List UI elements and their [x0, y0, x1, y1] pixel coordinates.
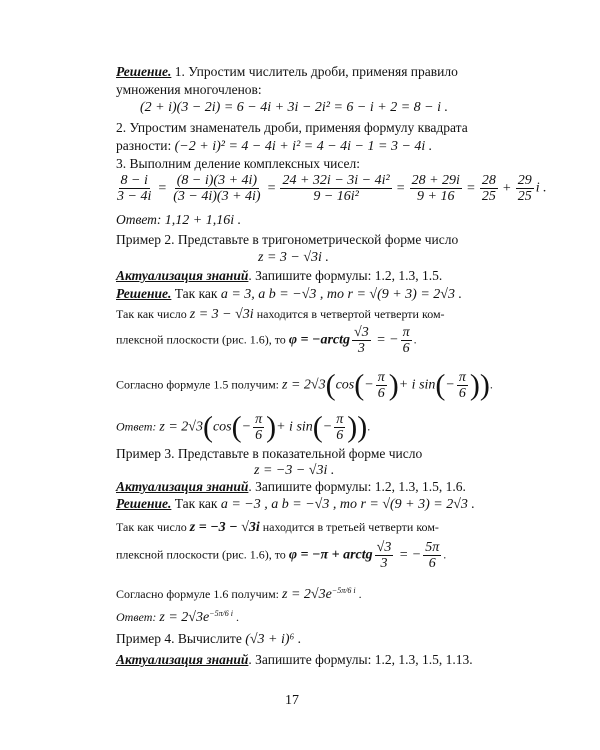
- example-3-number: [254, 463, 334, 479]
- step-2-line: [116, 120, 468, 136]
- example-4-line: [116, 631, 301, 648]
- pi-fraction: $\frac{\pi}{6}$: [402, 325, 410, 356]
- fraction-4: $\frac{28 + 29i}{9 + 16}$: [411, 173, 460, 204]
- division-equation: $\frac{8 - i}{3 - 4i}$ = $\frac{(8 - i)(3 + 4i)}{(3 - 4i)(3 + 4i)}$ = $\frac{\text{24 + 32i − 3i − 4i²}}{\text{9 − 16i²}}$ = $\frac{28 + 29i}{9 + 16}$ = $\frac{28}{25}$ + $\frac{29}{25}$ i .: [117, 173, 547, 204]
- quadrant-3-tail: находится в третьей четверти ком-: [259, 520, 439, 534]
- example-2-math: z = 3 − √3i .: [258, 250, 329, 265]
- plane-text: плексной плоскости (рис. 1.6), то: [116, 332, 289, 347]
- denominator-math: (−2 + i)² = 4 − 4i + i² = 4 − 4i − 1 = 3 − 4i .: [174, 139, 433, 154]
- step-3-text: 3. Выполним деление комплексных чисел:: [116, 156, 361, 171]
- solution-text: 1. Упростим числитель дроби, применяя правило: [171, 64, 458, 79]
- phi-math: φ = −arctg: [288, 332, 351, 348]
- formula-1-5-line: Согласно формуле 1.5 получим: z = 2√3(cos(− $\frac{\pi}{6}$ )+ i sin(− $\frac{\pi}{6}$ )).: [116, 368, 493, 402]
- answer-label: Ответ:: [116, 212, 162, 227]
- numerator-equation: [140, 100, 448, 116]
- solution-3-math: a = −3 , a b = −√3 , то r = √(9 + 3) = 2√3 .: [220, 497, 475, 512]
- exp-power: −5π/6 i: [331, 586, 356, 595]
- answer-2-label: Ответ:: [116, 419, 157, 434]
- solution-1-line: [116, 64, 458, 80]
- denominator-line: [116, 138, 432, 155]
- quadrant-3-line-b: плексной плоскости (рис. 1.6), то φ = −π + arctg $\frac{√3}{3}$ = − $\frac{5\pi}{6}$ .: [116, 540, 447, 571]
- difference-label: разности:: [116, 138, 175, 153]
- step-3-line: [116, 156, 360, 172]
- phi-3-math: φ = −π + arctg: [288, 547, 373, 563]
- multiplication-text: умножения многочленов:: [116, 82, 262, 97]
- fraction-1: $\frac{8 - i}{3 - 4i}$: [117, 173, 152, 204]
- fraction-2: $\frac{(8 - i)(3 + 4i)}{(3 - 4i)(3 + 4i)}$: [173, 173, 261, 204]
- actualization-2-text: . Запишите формулы: 1.2, 1.3, 1.5.: [248, 268, 443, 283]
- quadrant-2-tail: находится в четвертой четверти ком-: [253, 307, 445, 321]
- quadrant-2-math: z = 3 − √3i: [189, 307, 254, 322]
- exp-z: z = 2√3e: [282, 587, 332, 602]
- fraction-tail: i .: [535, 180, 547, 196]
- answer-1-math: 1,12 + 1,16i .: [164, 213, 242, 228]
- actualization-label: Актуализация знаний: [116, 268, 249, 283]
- step-2-text: 2. Упростим знаменатель дроби, применяя формулу квадрата: [116, 120, 468, 135]
- multiplication-line: [116, 82, 262, 98]
- example-2-number: [258, 250, 329, 266]
- trig-z: z = 2√3: [282, 377, 326, 393]
- solution-2-text: Так как: [171, 286, 221, 301]
- numerator-math: (2 + i)(3 − 2i) = 6 − 4i + 3i − 2i² = 6 − i + 2 = 8 − i .: [140, 100, 448, 115]
- page-number: 17: [285, 693, 299, 708]
- example-2-title: [116, 232, 458, 248]
- fraction-6: $\frac{29}{25}$: [517, 173, 532, 204]
- solution-label: Решение.: [116, 64, 172, 79]
- quadrant-2-line-b: плексной плоскости (рис. 1.6), то φ = −arctg $\frac{√3}{3}$ = − $\frac{\pi}{6}$ .: [116, 325, 417, 356]
- actualization-2-line: [116, 268, 442, 284]
- formula-1-6-text: Согласно формуле 1.6 получим:: [116, 587, 282, 601]
- answer-3-line: Ответ: $z = 2√3e^{-5\pi/6 i}$ .: [116, 609, 240, 625]
- answer-1-line: [116, 212, 241, 229]
- fraction-5: $\frac{28}{25}$: [481, 173, 496, 204]
- quadrant-2-text: Так как число: [116, 307, 190, 321]
- solution-2-label: Решение.: [116, 286, 172, 301]
- actualization-4-line: Актуализация знаний. Запишите формулы: 1.2, 1.3, 1.5, 1.13.: [116, 652, 473, 667]
- quadrant-3-line-a: Так как число z = −3 − √3i находится в третьей четверти ком-: [116, 520, 439, 535]
- solution-3-line: Решение. Так как a = −3 , a b = −√3 , то r = √(9 + 3) = 2√3 .: [116, 496, 475, 512]
- phi-fraction: $\frac{√3}{3}$: [354, 325, 369, 356]
- example-4-math: (√3 + i)⁶ .: [245, 632, 302, 647]
- answer-3-label: Ответ:: [116, 610, 157, 624]
- example-3-math: z = −3 − √3i .: [254, 463, 335, 478]
- solution-2-line: [116, 286, 462, 303]
- example-4-text: Пример 4. Вычислите: [116, 631, 246, 646]
- example-3-title: [116, 446, 422, 462]
- example-3-text: Пример 3. Представьте в показательной форме число: [116, 446, 423, 461]
- formula-1-6-line: Согласно формуле 1.6 получим: $z = 2√3e^{-5\pi/6 i}$ .: [116, 586, 362, 602]
- actualization-4-text: . Запишите формулы: 1.2, 1.3, 1.5, 1.13.: [248, 652, 473, 667]
- answer-2-line: Ответ: z = 2√3(cos(− $\frac{\pi}{6}$ )+ i sin(− $\frac{\pi}{6}$ )).: [116, 410, 371, 444]
- formula-1-5-text: Согласно формуле 1.5 получим:: [116, 377, 282, 392]
- example-2-text: Пример 2. Представьте в тригонометрической форме число: [116, 232, 459, 247]
- quadrant-3-math: z = −3 − √3i: [189, 520, 260, 535]
- actualization-3-text: . Запишите формулы: 1.2, 1.3, 1.5, 1.6.: [248, 479, 466, 494]
- fraction-3: $\frac{\text{24 + 32i − 3i − 4i²}}{\text{9 − 16i²}}$: [282, 173, 390, 204]
- quadrant-2-line-a: [116, 306, 445, 323]
- solution-2-math: a = 3, a b = −√3 , то r = √(9 + 3) = 2√3 .: [220, 287, 462, 302]
- actualization-3-line: Актуализация знаний. Запишите формулы: 1.2, 1.3, 1.5, 1.6.: [116, 479, 466, 494]
